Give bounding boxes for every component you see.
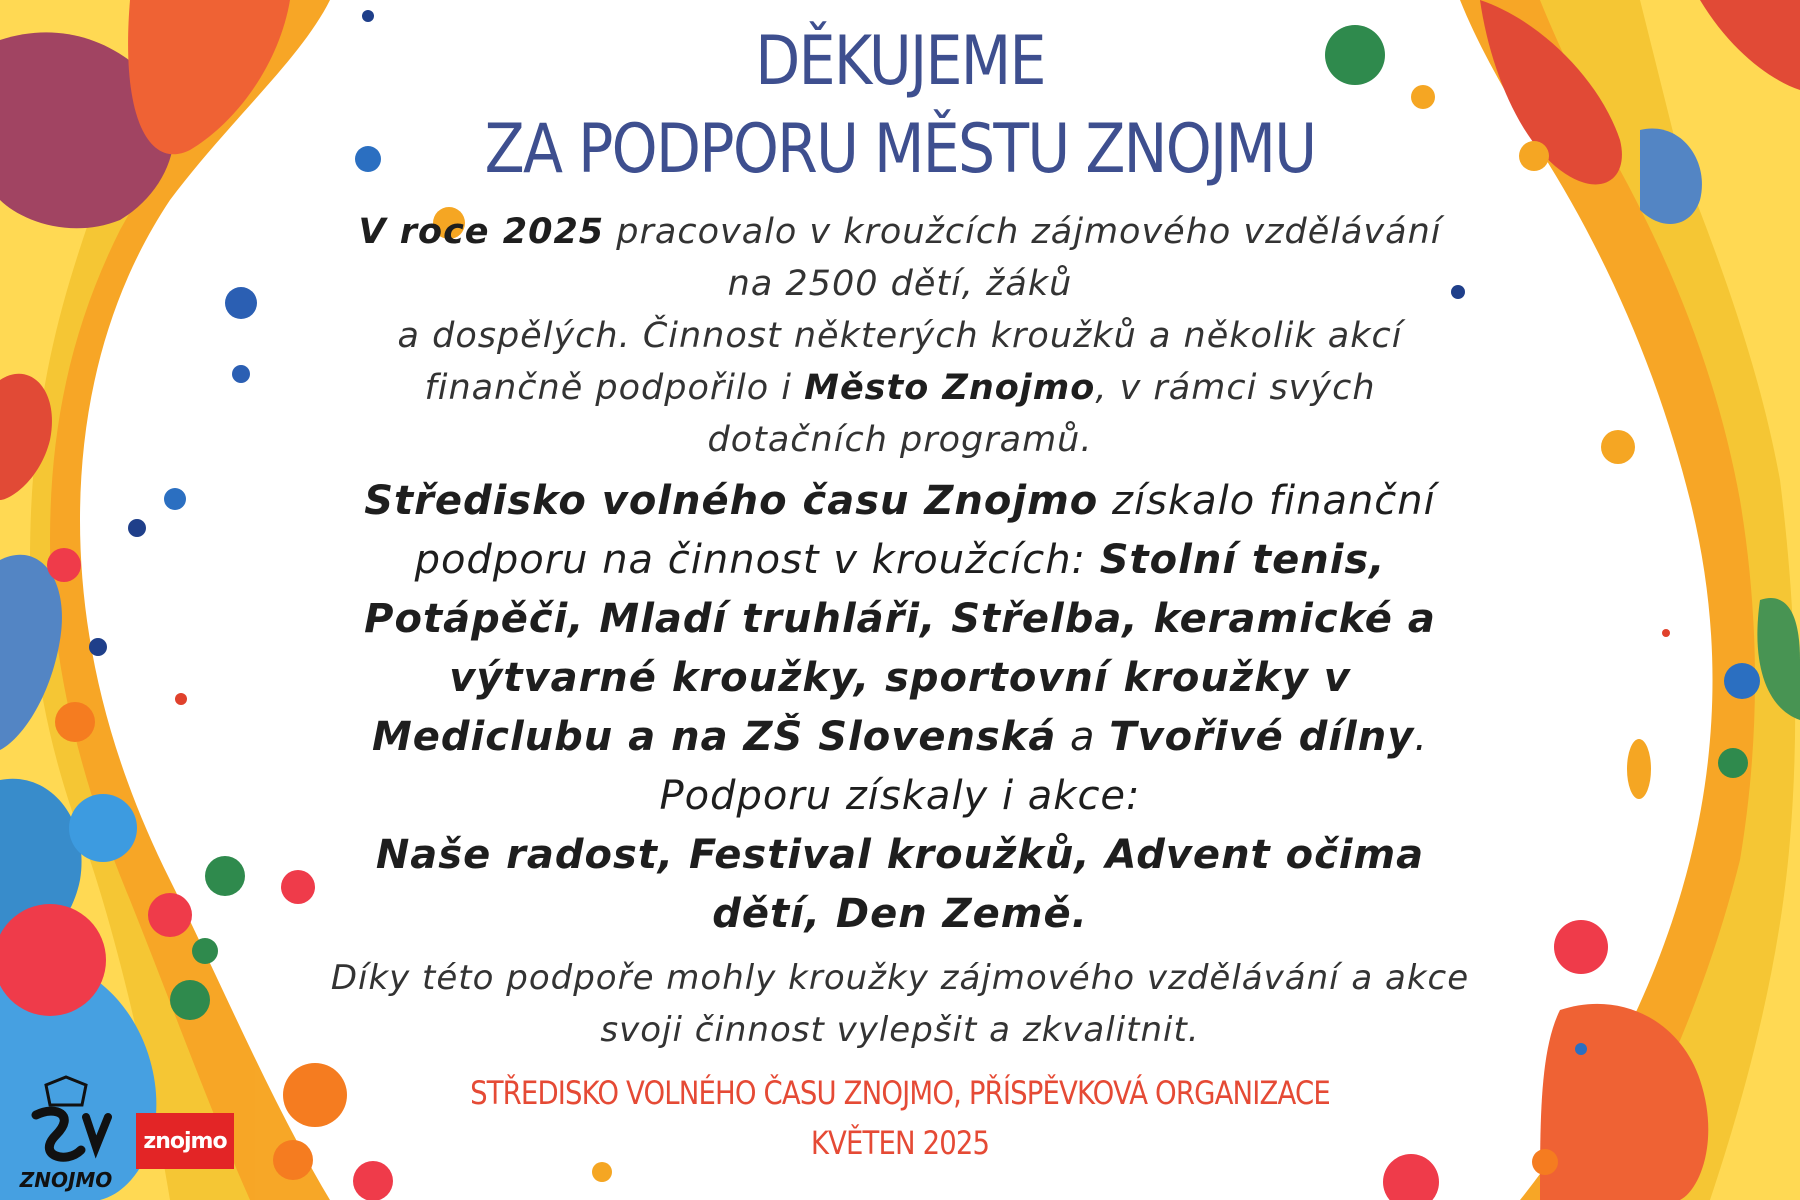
page-content (330, 18, 1470, 1168)
intro-city: Město Znojmo (804, 368, 1096, 408)
supported-events: Naše radost, Festival kroužků, Advent očima dětí, Den Země. (375, 832, 1425, 937)
closing-paragraph: Díky této podpoře mohly kroužky zájmového vzdělávání a akce svoji činnost vylepšit a zkvalitnit. (330, 958, 1470, 1050)
title-line-2: ZA PODPORU MĚSTU ZNOJMU (484, 110, 1316, 189)
left-brush-stroke (0, 0, 330, 1200)
intro-year: V roce 2025 (358, 212, 605, 252)
intro-paragraph (330, 206, 1470, 466)
creative-workshops: Tvořivé dílny (1109, 714, 1415, 760)
right-brush-stroke (1460, 0, 1800, 1200)
intro-text-1: pracovalo v kroužcích zájmového vzdělávání na 2500 dětí, žáků (604, 212, 1442, 304)
conjunction: a (1056, 714, 1110, 760)
support-text: získalo finanční podporu na činnost v kroužcích: (414, 478, 1436, 583)
support-paragraph (330, 472, 1470, 944)
svc-znojmo-logo (16, 1075, 116, 1195)
svc-logo-text: ZNOJMO (19, 1168, 113, 1192)
organization-name: Středisko volného času Znojmo (364, 478, 1099, 524)
znojmo-city-logo: znojmo (136, 1113, 234, 1169)
intro-text-3: , v rámci svých dotačních programů. (707, 368, 1376, 460)
intro-text-2: a dospělých. Činnost některých kroužků a několik akcí finančně podpořilo i (397, 316, 1403, 408)
footer-organization: STŘEDISKO VOLNÉHO ČASU ZNOJMO, PŘÍSPĚVKOVÁ ORGANIZACE (470, 1074, 1330, 1112)
period: . (1414, 714, 1429, 760)
supported-clubs: Stolní tenis, Potápěči, Mladí truhláři, Střelba, keramické a výtvarné kroužky, sportovní kroužky v Mediclubu a na ZŠ Slovenská (364, 537, 1436, 760)
title-line-1: DĚKUJEME (755, 22, 1045, 101)
events-intro: Podporu získaly i akce: (659, 773, 1141, 819)
page-title (410, 18, 1390, 194)
footer-date: KVĚTEN 2025 (810, 1124, 990, 1162)
footer (410, 1068, 1390, 1168)
